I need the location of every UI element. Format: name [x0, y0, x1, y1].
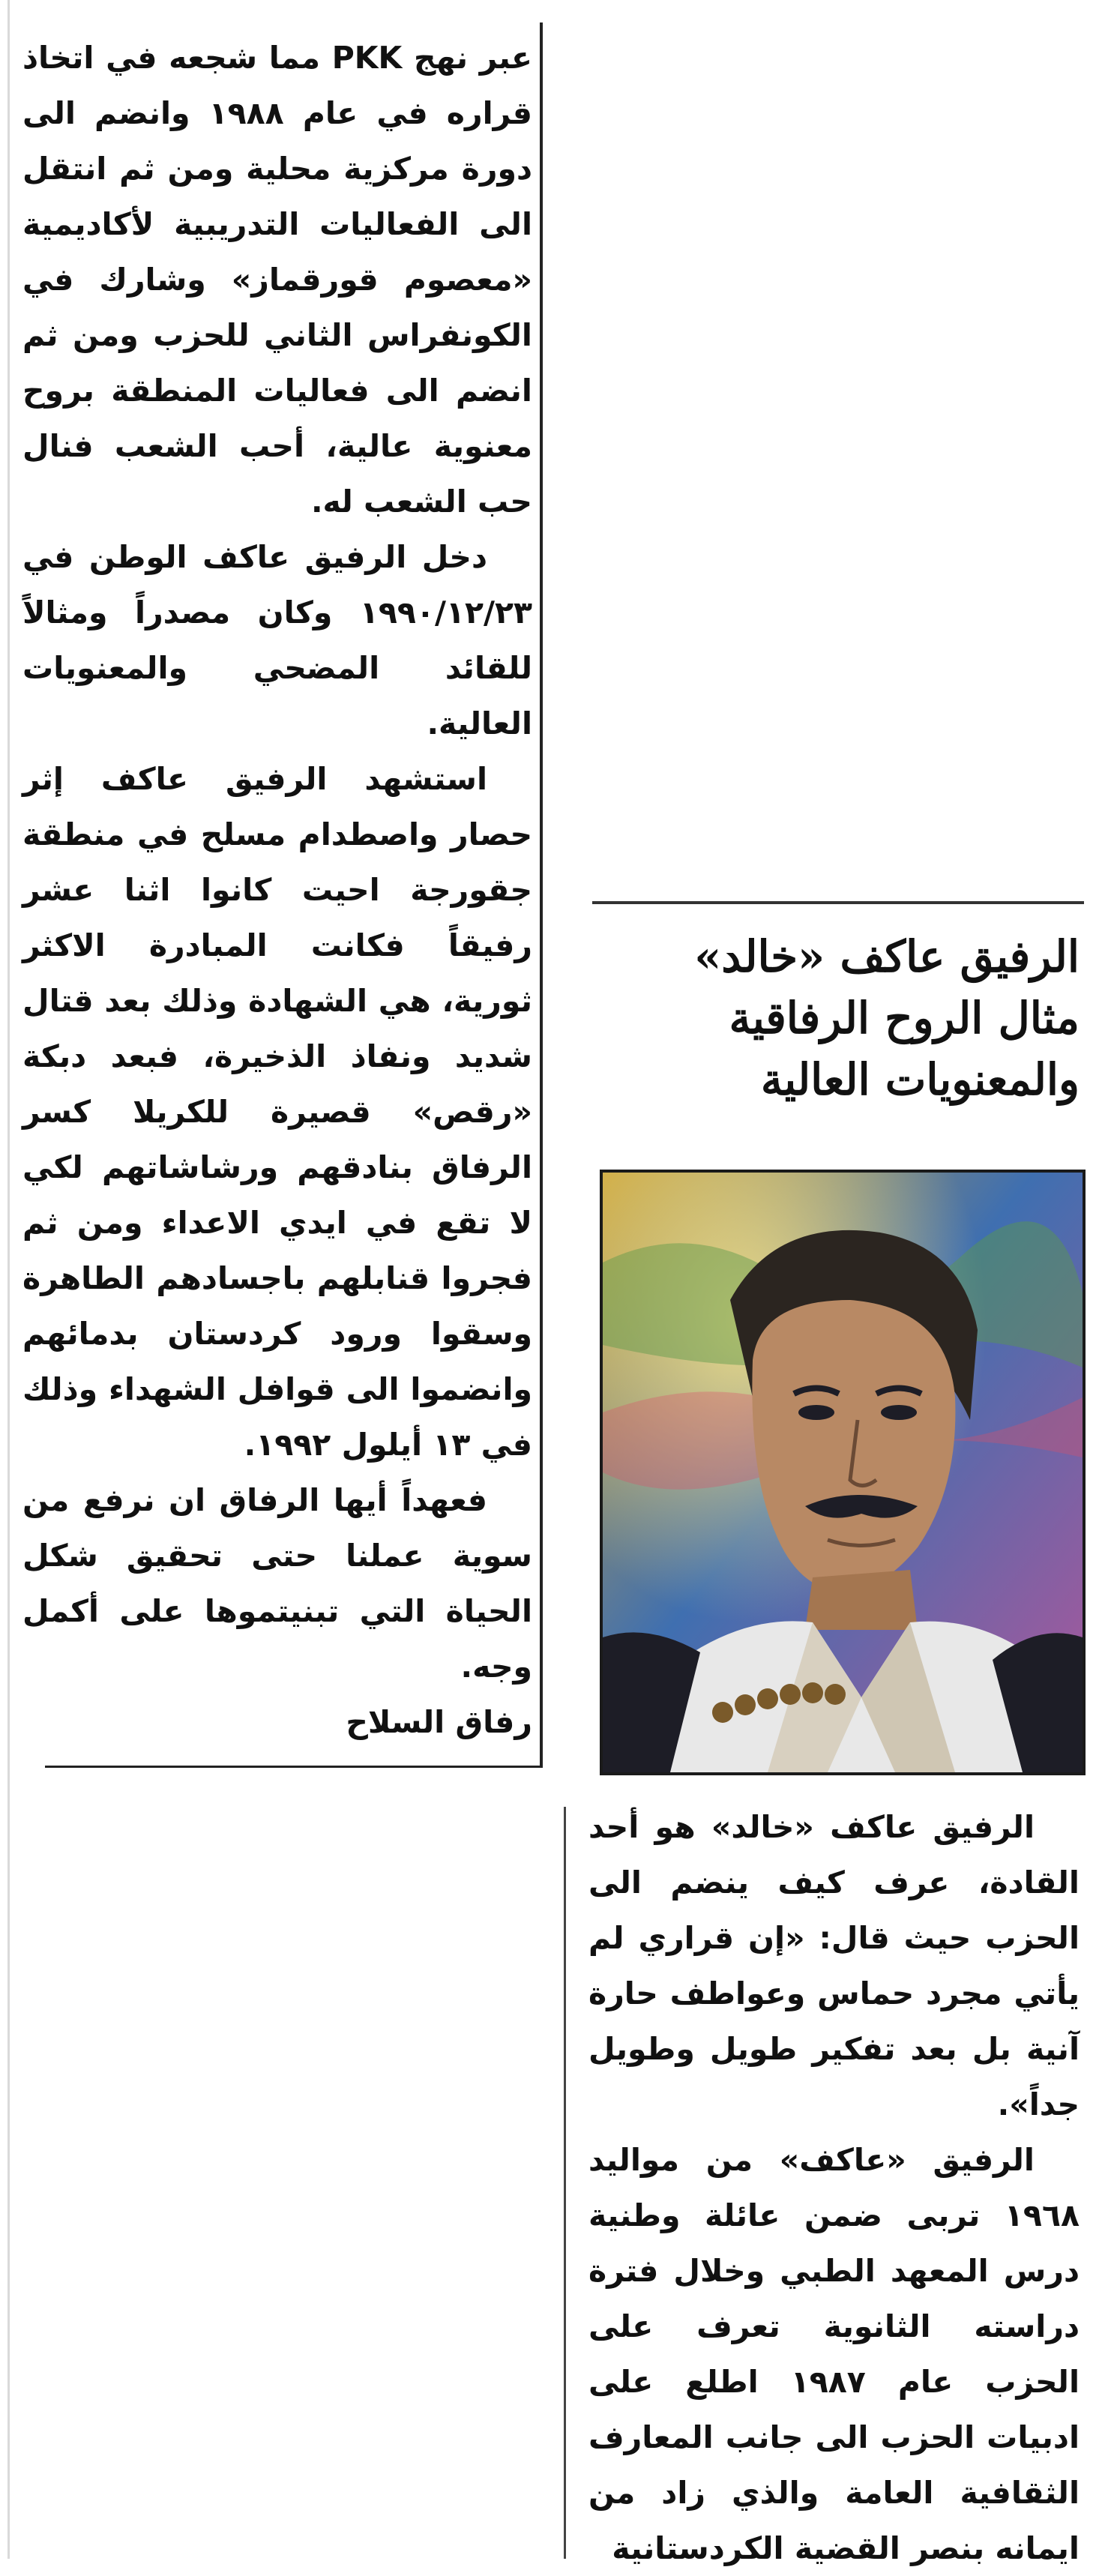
article-signature: رفاق السلاح — [346, 1704, 532, 1740]
headline-line: الرفيق عاكف «خالد» — [694, 931, 1080, 982]
portrait-photo-icon — [603, 1173, 1083, 1772]
headline-top-rule — [592, 901, 1084, 904]
article-paragraph: فعهداً أيها الرفاق ان نرفع من سوية عملنا حتى تحقيق شكل الحياة التي تبنيتموها على أكمل وجه. — [22, 1482, 532, 1685]
article-paragraph: الرفيق عاكف «خالد» هو أحد القادة، عرف كيف ينضم الى الحزب حيث قال: «إن قراري لم يأتي مجرد حماس وعواطف حارة آنية بل بعد تفكير طويل وطويل جداً». — [588, 1809, 1080, 2122]
article-paragraph: دخل الرفيق عاكف الوطن في ١٩٩٠/١٢/٢٣ وكان مصدراً ومثالاً للقائد المضحي والمعنويات العالية. — [22, 539, 532, 741]
column-divider — [540, 22, 543, 1766]
portrait-photo — [600, 1170, 1086, 1775]
article-paragraph: عبر نهج PKK مما شجعه في اتخاذ قراره في عام ١٩٨٨ وانضم الى دورة مركزية محلية ومن ثم انتقل الى الفعاليات التدريبية لأكاديمية «معصوم قورقماز» وشارك في الكونفراس الثاني للحزب ومن ثم انضم الى فعاليات المنطقة بروح معنوية عالية، أحب الشعب فنال حب الشعب له. — [22, 40, 532, 520]
article-right-column — [588, 1799, 1080, 2566]
article-headline — [592, 926, 1080, 1110]
headline-line: والمعنويات العالية — [760, 1054, 1080, 1105]
column-bottom-rule — [45, 1766, 543, 1768]
article-paragraph: الرفيق «عاكف» من مواليد ١٩٦٨ تربى ضمن عائلة وطنية درس المعهد الطبي وخلال فترة دراسته الثانوية تعرف على الحزب عام ١٩٨٧ اطلع على ادبيات الحزب الى جانب المعارف الثقافية العامة والذي زاد من ايمانه بنصر القضية الكردستانية — [588, 2142, 1080, 2566]
headline-line: مثال الروح الرفاقية — [729, 993, 1080, 1044]
article-left-column — [22, 30, 532, 1747]
page-edge — [7, 0, 10, 2559]
article-paragraph: استشهد الرفيق عاكف إثر حصار واصطدام مسلح في منطقة جقورجة احيت كانوا اثنا عشر رفيقاً فكانت المبادرة الاكثر ثورية، هي الشهادة وذلك بعد قتال شديد ونفاذ الذخيرة، فبعد دبكة «رقص» قصيرة للكريلا كسر الرفاق بنادقهم ورشاشاتهم لكي لا تقع في ايدي الاعداء ومن ثم فجروا قنابلهم باجسادهم الطاهرة وسقوا ورود كردستان بدمائهم وانضموا الى قوافل الشهداء وذلك في ١٣ أيلول ١٩٩٢. — [22, 761, 532, 1463]
column-divider — [564, 1807, 566, 2559]
